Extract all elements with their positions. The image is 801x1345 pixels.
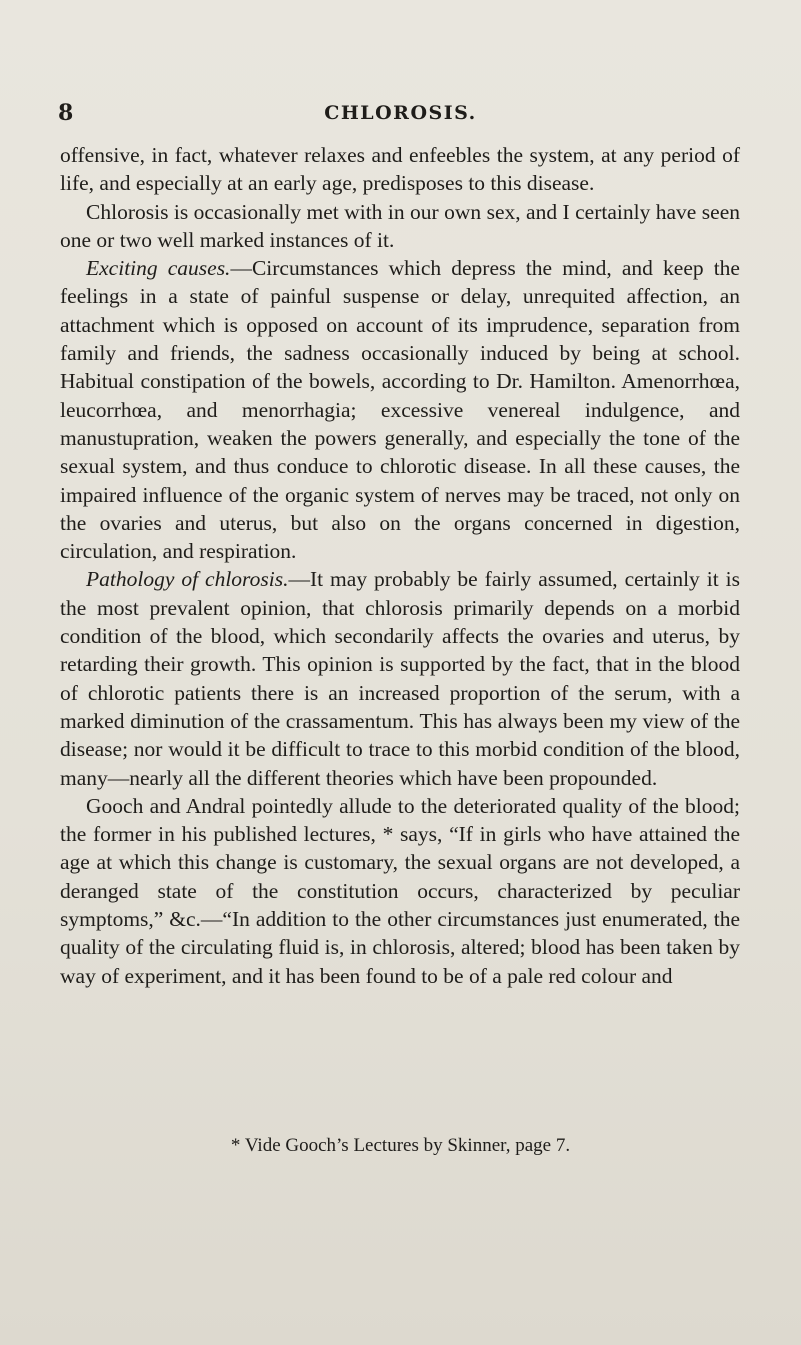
- footnote: * Vide Gooch’s Lectures by Skinner, page 7.: [230, 1135, 571, 1156]
- paragraph: [60, 792, 740, 990]
- paragraph: [60, 141, 740, 198]
- running-title: CHLOROSIS.: [324, 102, 477, 124]
- paragraph: [60, 254, 740, 565]
- paragraph-text: —Circumstances which depress the mind, and keep the feelings in a state of painful suspense or delay, unrequited affection, an attachment which is opposed on account of its imprudence, separation from family and friends, the sadness occasionally induced by being at school. Habitual constipation of the bowels, according to Dr. Hamilton. Amenorrhœa, leucorrhœa, and menorrhagia; excessive venereal indulgence, and manustupration, weaken the powers generally, and especially the tone of the sexual system, and thus conduce to chlorotic disease. In all these causes, the impaired influence of the organic system of nerves may be traced, not only on the ovaries and uterus, but also on the organs concerned in digestion, circulation, and respiration.: [60, 256, 740, 564]
- running-head: [0, 100, 801, 130]
- paragraph-text: offensive, in fact, whatever relaxes and enfeebles the system, at any period of life, and especially at an early age, predisposes to this disease.: [60, 143, 740, 196]
- body-text: [60, 141, 740, 990]
- paragraph: [60, 565, 740, 791]
- section-lead: Pathology of chlorosis.: [86, 567, 289, 592]
- paragraph-text: Gooch and Andral pointedly allude to the deteriorated quality of the blood; the former in his published lectures, * says, “If in girls who have attained the age at which this change is customary, the sexual organs are not developed, a deranged state of the constitution occurs, characterized by peculiar symptoms,” &c.—“In addition to the other circumstances just enumerated, the quality of the circulating fluid is, in chlorosis, altered; blood has been taken by way of experiment, and it has been found to be of a pale red colour and: [60, 793, 740, 988]
- paragraph: [60, 198, 740, 255]
- paragraph-text: Chlorosis is occasionally met with in our own sex, and I certainly have seen one or two well marked instances of it.: [60, 199, 740, 252]
- section-lead: Exciting causes.: [86, 256, 231, 281]
- page-number: 8: [58, 100, 74, 126]
- paragraph-text: —It may probably be fairly assumed, certainly it is the most prevalent opinion, that chlorosis primarily depends on a morbid condition of the blood, which secondarily affects the ovaries and uterus, by retarding their growth. This opinion is supported by the fact, that in the blood of chlorotic patients there is an increased proportion of the serum, with a marked diminution of the crassamentum. This has always been my view of the disease; nor would it be difficult to trace to this morbid condition of the blood, many—nearly all the different theories which have been propounded.: [60, 567, 741, 790]
